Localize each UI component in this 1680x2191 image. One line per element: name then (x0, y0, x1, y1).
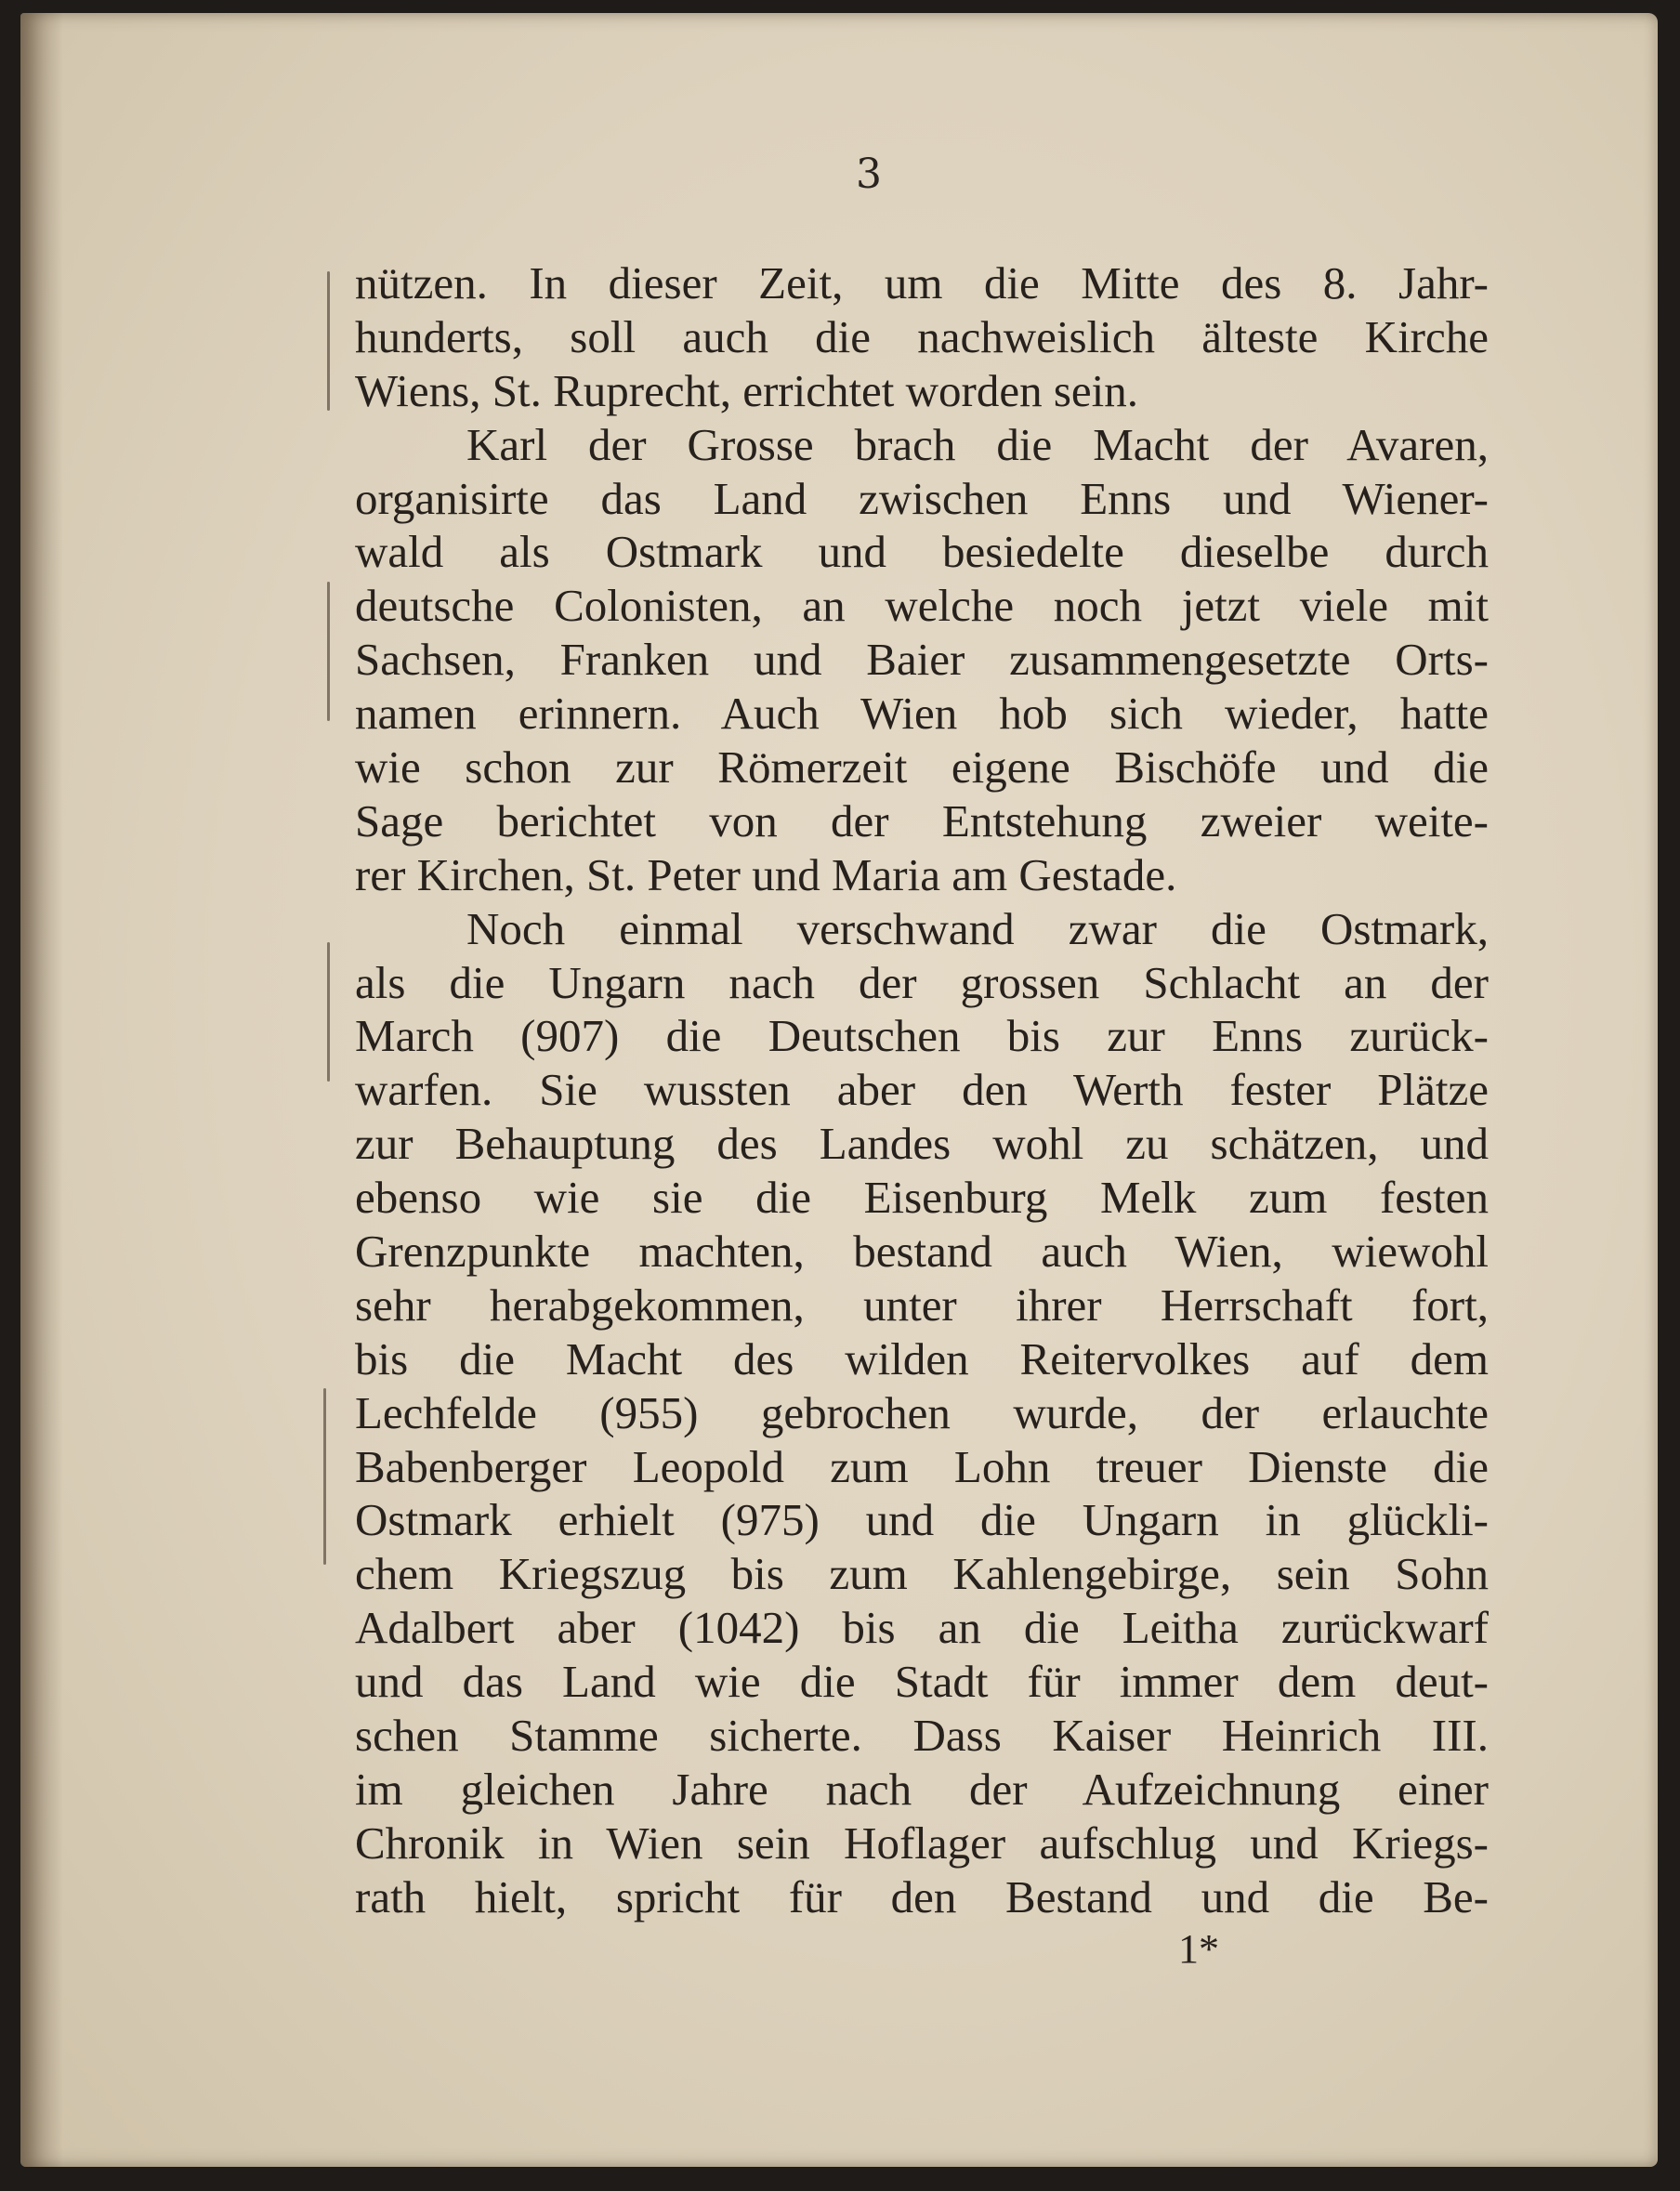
text-line: Chronik in Wien sein Hoflager aufschlug und Kriegs- (355, 1817, 1489, 1869)
text-line: wald als Ostmark und besiedelte dieselbe durch (355, 526, 1489, 578)
text-line: rath hielt, spricht für den Bestand und die Be- (355, 1870, 1489, 1922)
text-line: rer Kirchen, St. Peter und Maria am Gestade. (355, 848, 1177, 900)
text-line: March (907) die Deutschen bis zur Enns zurück- (355, 1010, 1489, 1062)
text-line: zur Behauptung des Landes wohl zu schätzen, und (355, 1118, 1489, 1170)
signature-mark: 1* (1178, 1926, 1219, 1972)
text-line: als die Ungarn nach der grossen Schlacht an der (355, 956, 1489, 1008)
text-line: wie schon zur Römerzeit eigene Bischöfe und die (355, 741, 1489, 794)
text-line: chem Kriegszug bis zum Kahlengebirge, sein Sohn (355, 1548, 1489, 1600)
text-line: schen Stamme sicherte. Dass Kaiser Heinrich III. (355, 1710, 1489, 1762)
margin-pencil-mark (327, 271, 330, 411)
text-line: Sage berichtet von der Entstehung zweier weite- (355, 794, 1489, 846)
text-line: Karl der Grosse brach die Macht der Avaren, (466, 418, 1489, 470)
text-line: Noch einmal verschwand zwar die Ostmark, (466, 902, 1489, 954)
text-line: Lechfelde (955) gebrochen wurde, der erlauchte (355, 1386, 1489, 1438)
text-line: Grenzpunkte machten, bestand auch Wien, wiewohl (355, 1226, 1489, 1278)
text-line: im gleichen Jahre nach der Aufzeichnung einer (355, 1763, 1489, 1815)
text-line: sehr herabgekommen, unter ihrer Herrschaft fort, (355, 1279, 1489, 1331)
text-line: und das Land wie die Stadt für immer dem deut- (355, 1656, 1489, 1708)
text-line: warfen. Sie wussten aber den Werth fester Plätze (355, 1064, 1489, 1116)
text-line: ebenso wie sie die Eisenburg Melk zum festen (355, 1172, 1489, 1224)
text-line: namen erinnern. Auch Wien hob sich wieder, hatte (355, 688, 1489, 740)
margin-pencil-mark (327, 942, 330, 1082)
text-line: hunderts, soll auch die nachweislich älteste Kirche (355, 310, 1489, 362)
spine-shadow (20, 13, 63, 2167)
text-line: nützen. In dieser Zeit, um die Mitte des 8. Jahr- (355, 257, 1489, 308)
text-line: deutsche Colonisten, an welche noch jetzt viele mit (355, 580, 1489, 632)
text-line: Wiens, St. Ruprecht, errichtet worden sein. (355, 364, 1139, 416)
book-page (20, 13, 1658, 2167)
text-line: Adalbert aber (1042) bis an die Leitha zurückwarf (355, 1602, 1489, 1654)
text-line: Sachsen, Franken und Baier zusammengesetzte Orts- (355, 634, 1489, 686)
page-number: 3 (856, 151, 882, 198)
body-text (355, 256, 1489, 1924)
margin-pencil-mark (323, 1388, 326, 1565)
text-line: bis die Macht des wilden Reitervolkes auf dem (355, 1332, 1489, 1384)
margin-pencil-mark (327, 582, 330, 721)
text-line: Ostmark erhielt (975) und die Ungarn in glückli- (355, 1494, 1489, 1546)
text-line: Babenberger Leopold zum Lohn treuer Dienste die (355, 1440, 1489, 1492)
text-line: organisirte das Land zwischen Enns und Wiener- (355, 472, 1489, 524)
